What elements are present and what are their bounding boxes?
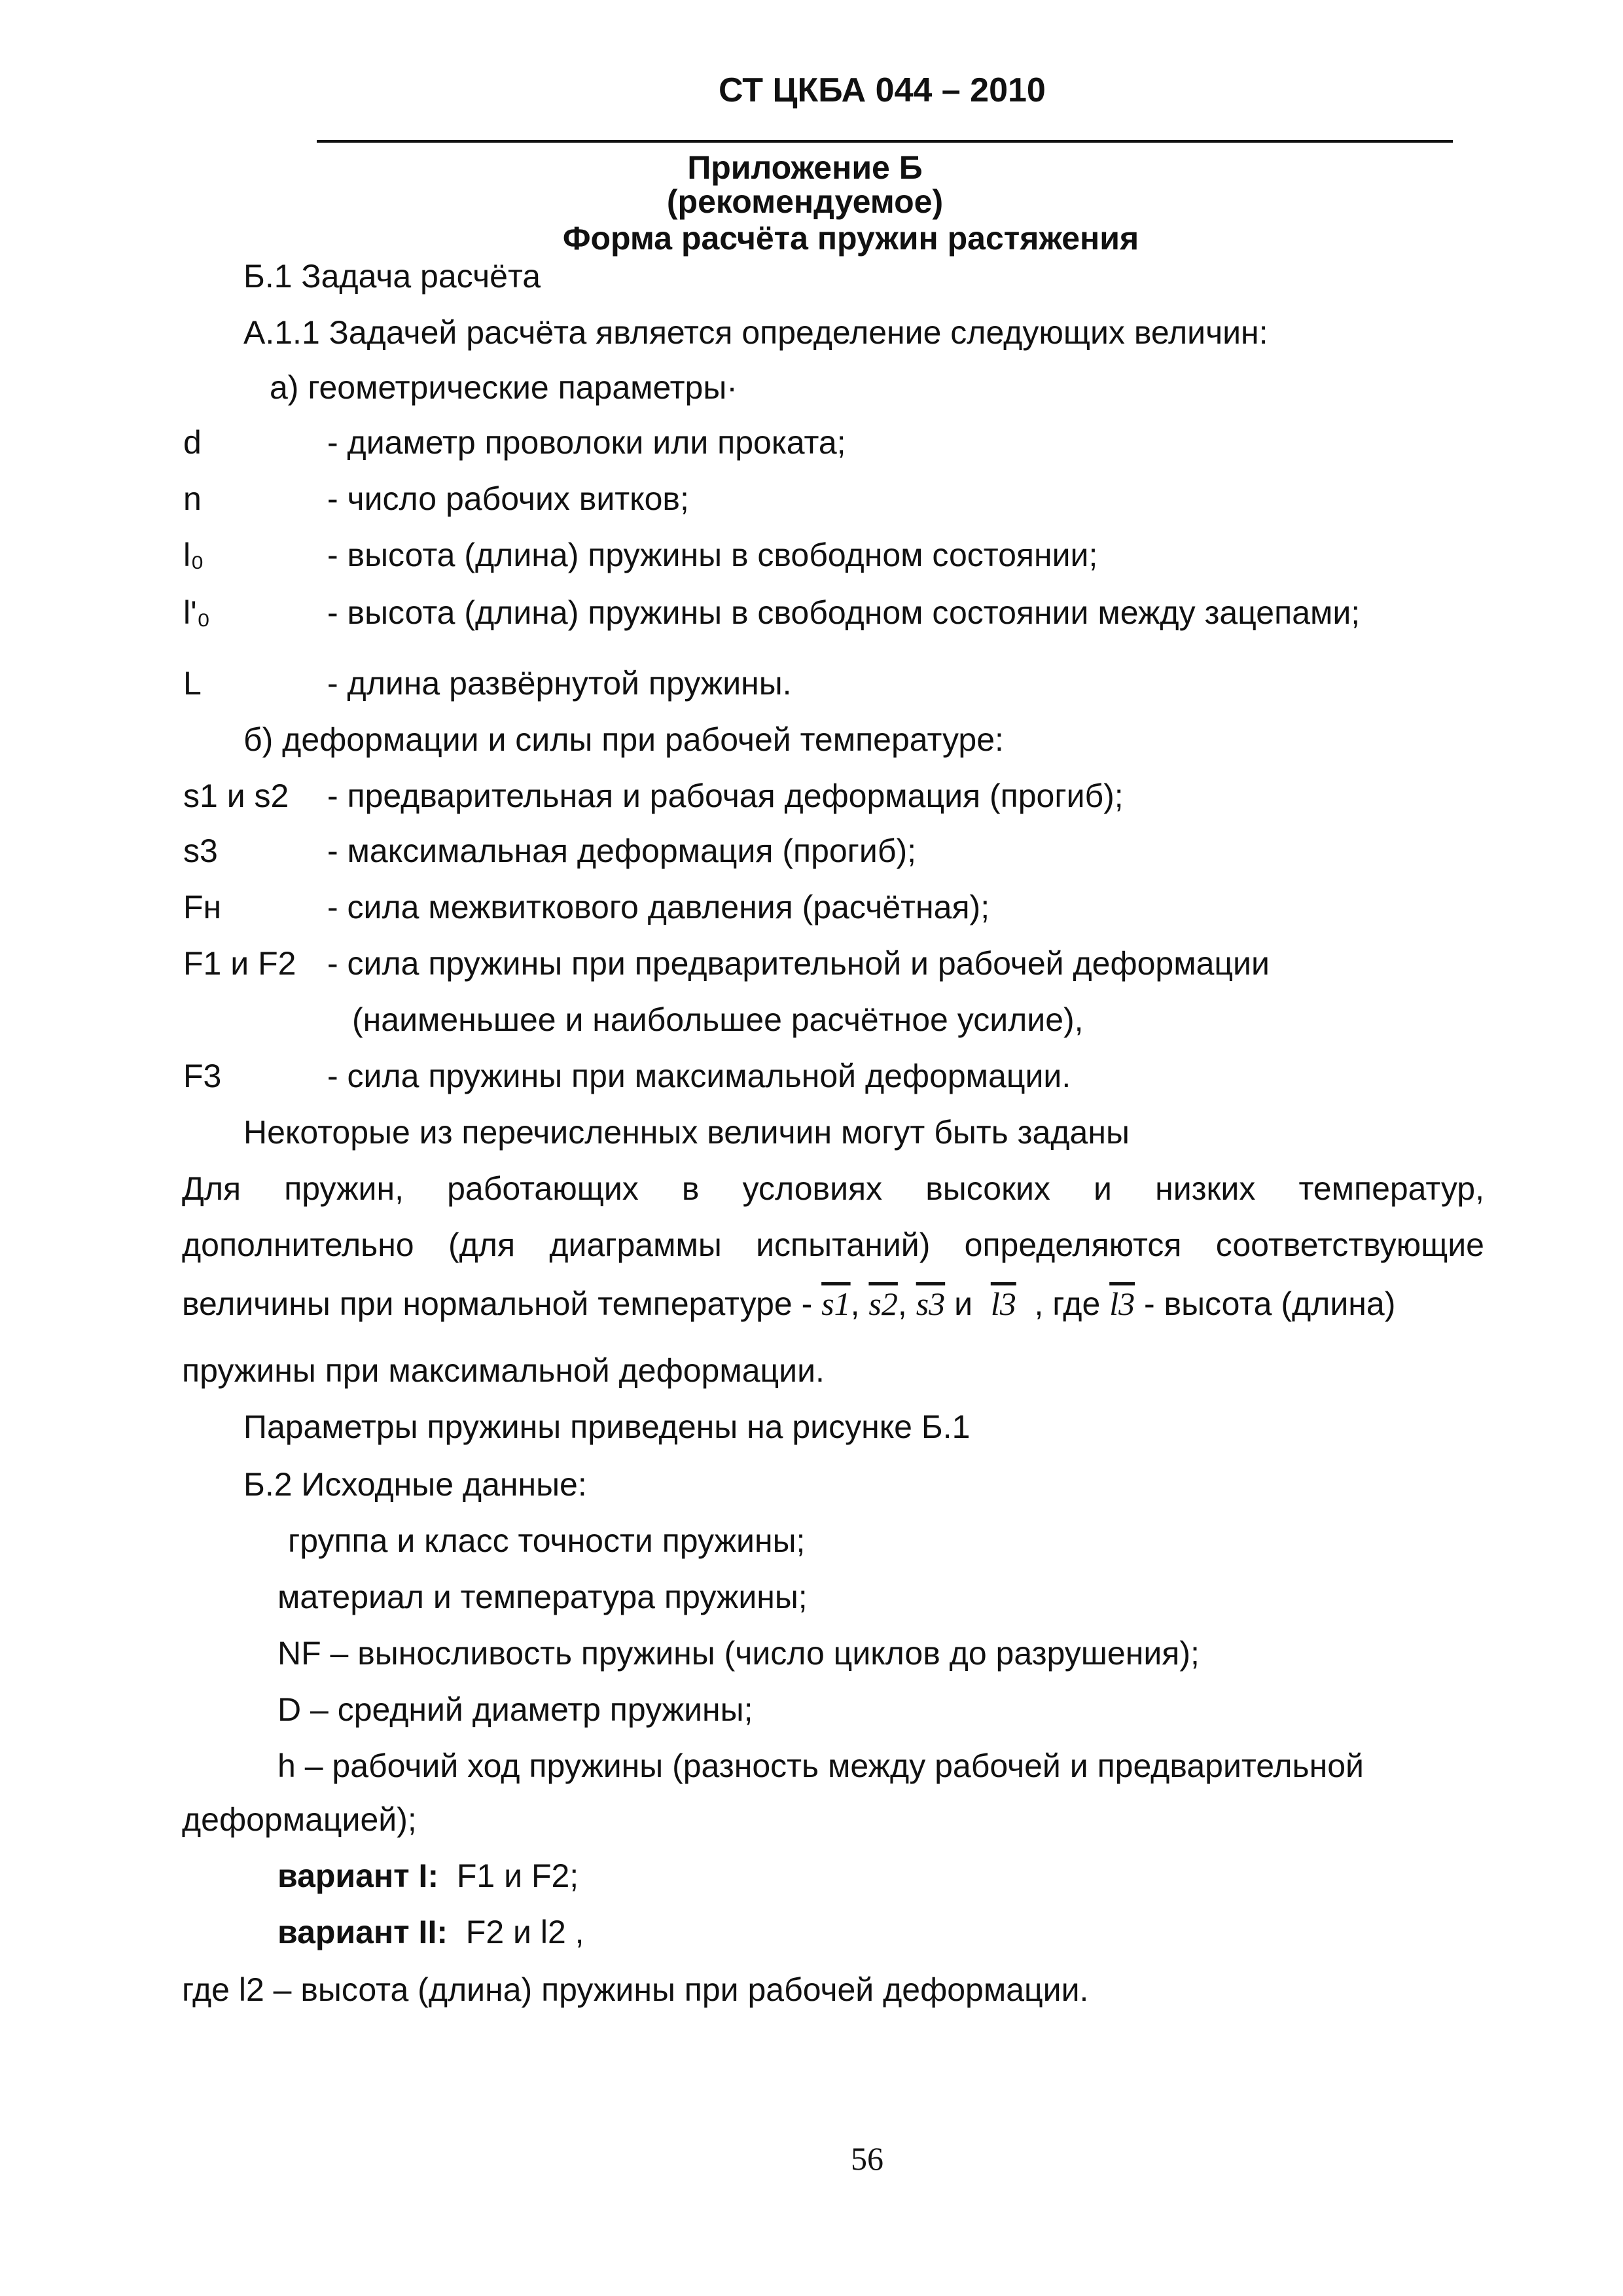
section-a11: А.1.1 Задачей расчёта является определение следующих величин: [243,314,1268,351]
paragraph-text: - высота (длина) [1144,1285,1396,1322]
param-symbol: s1 и s2 [183,778,289,814]
param-symbol: F1 и F2 [183,945,296,982]
source-item: материал и температура пружины; [277,1579,808,1615]
param-desc: - предварительная и рабочая деформация (прогиб); [327,778,1124,814]
symbol-l3-bar: l3 [990,1285,1016,1322]
param-desc: - диаметр проволоки или проката; [327,424,846,461]
temperature-paragraph-line-3 [182,1284,1395,1323]
param-desc: - число рабочих витков; [327,480,689,517]
symbol-s2-bar: s2 [868,1285,898,1322]
where-l2-note: где l2 – высота (длина) пружины при рабочей деформации. [182,1971,1089,2008]
param-desc: - длина развёрнутой пружины. [327,665,792,702]
param-desc: - сила пружины при максимальной деформации. [327,1058,1071,1094]
separator: , [850,1285,860,1322]
appendix-subtitle: Форма расчёта пружин растяжения [562,220,1139,257]
param-desc: - высота (длина) пружины в свободном состоянии; [327,537,1098,573]
section-b2: Б.2 Исходные данные: [243,1466,587,1503]
variant-2-value: F2 и l2 , [465,1914,584,1950]
header-rule [317,140,1453,143]
symbol-s3-bar: s3 [916,1285,946,1322]
appendix-type: (рекомендуемое) [666,183,944,220]
page-number: 56 [851,2140,883,2177]
source-item: h – рабочий ход пружины (разность между рабочей и предварительной [277,1748,1364,1784]
param-symbol: d [183,424,202,461]
variant-2-label: вариант II: [277,1914,448,1950]
variant-1 [277,1856,579,1895]
param-symbol: s3 [183,833,218,869]
section-b1: Б.1 Задача расчёта [243,258,541,295]
symbol-s1-bar: s1 [821,1285,851,1322]
appendix-title: Приложение Б [687,149,923,186]
temperature-paragraph-line-1: Для пружин, работающих в условиях высоких и низких температур, [182,1170,1484,1207]
document-id: СТ ЦКБА 044 – 2010 [719,71,1046,109]
paragraph-text: величины при нормальной температуре - [182,1285,813,1322]
some-given-note: Некоторые из перечисленных величин могут быть заданы [243,1114,1130,1151]
geometry-heading: а) геометрические параметры· [270,369,738,406]
temperature-paragraph-line-2: дополнительно (для диаграммы испытаний) определяются соответствующие [182,1227,1484,1263]
param-symbol: n [183,480,202,517]
variant-2 [277,1912,584,1952]
param-desc: - высота (длина) пружины в свободном состоянии между зацепами; [327,594,1361,631]
deformation-heading: б) деформации и силы при рабочей температуре: [243,721,1004,758]
separator: , [897,1285,907,1322]
param-symbol: l₀ [183,537,204,573]
variant-1-label: вариант I: [277,1857,439,1894]
param-symbol: F3 [183,1058,222,1094]
param-symbol: l'₀ [183,594,211,631]
temperature-paragraph-line-4: пружины при максимальной деформации. [182,1352,825,1389]
source-item: деформацией); [182,1801,417,1838]
param-desc: - сила межвиткового давления (расчётная); [327,889,990,925]
source-item: D – средний диаметр пружины; [277,1691,753,1728]
figure-reference: Параметры пружины приведены на рисунке Б.1 [243,1408,971,1445]
variant-1-value: F1 и F2; [456,1857,579,1894]
conjunction: и [954,1285,973,1322]
source-item: NF – выносливость пружины (число циклов до разрушения); [277,1635,1200,1672]
paragraph-text: , где [1034,1285,1101,1322]
param-desc: - сила пружины при предварительной и рабочей деформации [327,945,1270,982]
symbol-l3-bar-where: l3 [1109,1285,1135,1322]
param-symbol: L [183,665,202,702]
source-item: группа и класс точности пружины; [288,1522,806,1559]
param-desc-continued: (наименьшее и наибольшее расчётное усилие), [352,1001,1084,1038]
param-desc: - максимальная деформация (прогиб); [327,833,917,869]
param-symbol: Fн [183,889,222,925]
